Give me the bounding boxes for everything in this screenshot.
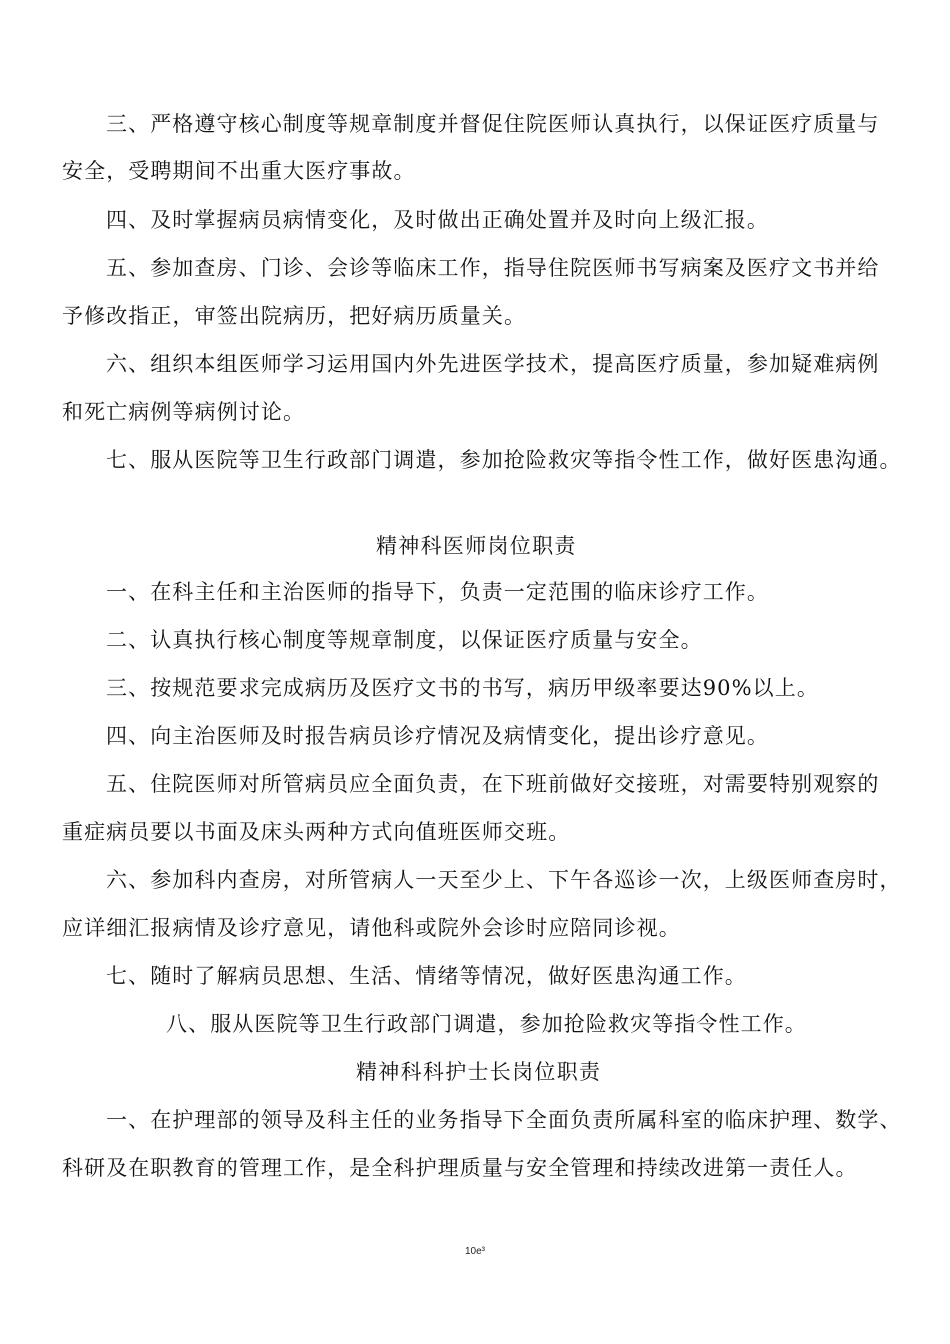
duty-paragraph-line: 五、参加查房、门诊、会诊等临床工作，指导住院医师书写病案及医疗文书并给 [106,256,880,280]
duty-paragraph-line: 二、认真执行核心制度等规章制度，以保证医疗质量与安全。 [106,628,703,652]
duty-paragraph-line: 四、及时掌握病员病情变化，及时做出正确处置并及时向上级汇报。 [106,208,769,232]
duty-paragraph-line: 三、按规范要求完成病历及医疗文书的书写，病历甲级率要达90%以上。 [106,676,819,700]
duty-paragraph-line: 应详细汇报病情及诊疗意见，请他科或院外会诊时应陪同诊视。 [62,916,681,940]
section-title: 精神科科护士长岗位职责 [356,1060,602,1084]
duty-paragraph-line: 七、服从医院等卫生行政部门调遣，参加抢险救灾等指令性工作，做好医患沟通。 [106,448,902,472]
duty-paragraph-line: 予修改指正，审签出院病历，把好病历质量关。 [62,304,527,328]
duty-paragraph-line: 重症病员要以书面及床头两种方式向值班医师交班。 [62,820,571,844]
duty-paragraph-line: 六、参加科内查房，对所管病人一天至少上、下午各巡诊一次，上级医师查房时， [106,868,902,892]
duty-paragraph-line: 七、随时了解病员思想、生活、情绪等情况，做好医患沟通工作。 [106,964,747,988]
duty-paragraph-line: 三、严格遵守核心制度等规章制度并督促住院医师认真执行，以保证医疗质量与 [106,112,880,136]
duty-paragraph-line: 一、在科主任和主治医师的指导下，负责一定范围的临床诊疗工作。 [106,580,769,604]
duty-paragraph-line: 安全，受聘期间不出重大医疗事故。 [62,159,416,183]
page-number: 10e³ [464,1246,485,1257]
section-title: 精神科医师岗位职责 [376,534,577,558]
duty-paragraph-line: 科研及在职教育的管理工作，是全科护理质量与安全管理和持续改进第一责任人。 [62,1156,858,1180]
duty-paragraph-line: 六、组织本组医师学习运用国内外先进医学技术，提高医疗质量，参加疑难病例 [106,352,880,376]
duty-paragraph-line: 四、向主治医师及时报告病员诊疗情况及病情变化，提出诊疗意见。 [106,724,769,748]
duty-paragraph-line: 一、在护理部的领导及科主任的业务指导下全面负责所属科室的临床护理、数学、 [106,1108,902,1132]
duty-paragraph-line: 和死亡病例等病例讨论。 [62,400,306,424]
duty-paragraph-line: 五、住院医师对所管病员应全面负责，在下班前做好交接班，对需要特别观察的 [106,772,880,796]
duty-paragraph-line: 八、服从医院等卫生行政部门调遣，参加抢险救灾等指令性工作。 [166,1012,807,1036]
